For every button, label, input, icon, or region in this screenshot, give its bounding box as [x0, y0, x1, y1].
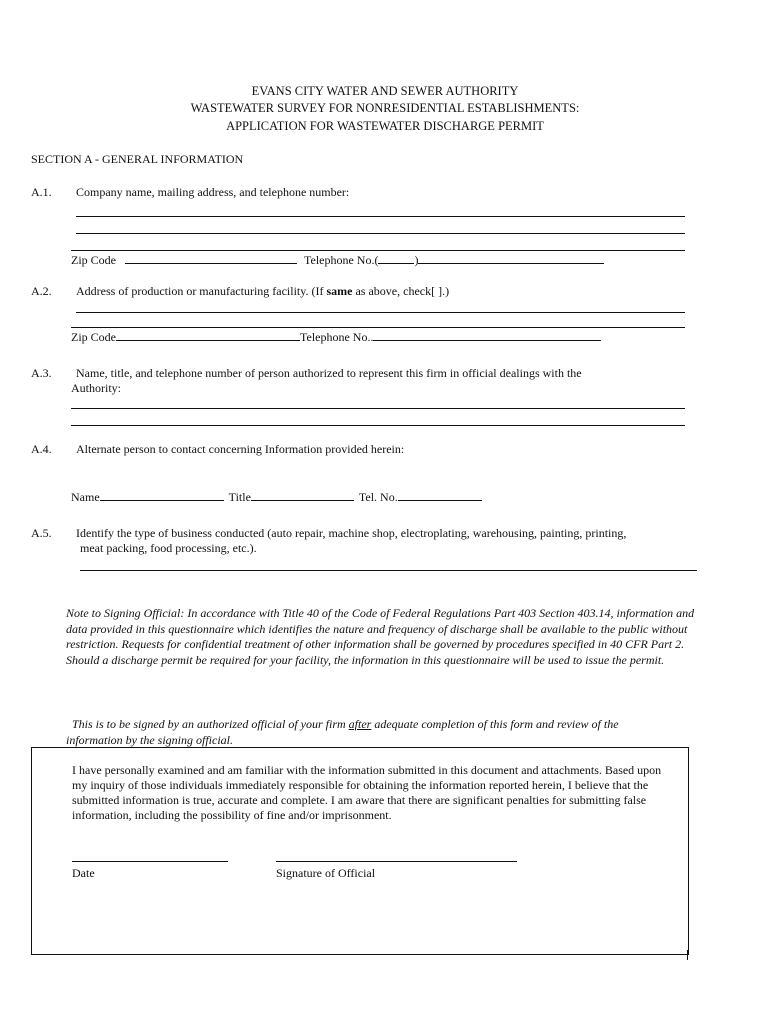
a4-name-field[interactable] — [100, 489, 224, 501]
a5-question-line-1: Identify the type of business conducted (auto repair, machine shop, electroplating, warehousing, painting, printing, — [76, 526, 627, 540]
signing-instruction-end: adequate completion of this form and review of the — [371, 717, 619, 731]
a4-number: A.4. — [31, 442, 52, 456]
date-label: Date — [72, 866, 95, 880]
a1-telephone-label: Telephone No.( — [304, 253, 379, 267]
official-signature-line[interactable] — [276, 861, 517, 862]
signing-instruction-line-1 — [72, 717, 619, 732]
a4-contact-row — [71, 489, 482, 505]
a2-answer-line-1[interactable] — [76, 312, 685, 313]
a4-title-field[interactable] — [251, 489, 354, 501]
a1-area-code-field[interactable] — [378, 252, 414, 264]
header-line-1: EVANS CITY WATER AND SEWER AUTHORITY — [251, 84, 519, 98]
a3-question-line-1: Name, title, and telephone number of person authorized to represent this firm in official dealings with the — [76, 366, 582, 380]
a2-question-bold: same — [326, 284, 353, 298]
a2-telephone-field[interactable] — [373, 329, 601, 341]
a2-question-start: Address of production or manufacturing facility. (If — [76, 284, 327, 298]
a3-answer-line-1[interactable] — [71, 408, 685, 409]
note-to-signing-official: Note to Signing Official: In accordance with Title 40 of the Code of Federal Regulations Part 403 Section 403.14, information and data provided in this questionnaire which identifies the nature and frequency of discharge shall be available to the public without restriction. Requests for confidential treatment of other information shall be governed by procedures specified in 40 CFR Part 2. Should a discharge permit be required for your facility, the information in this questionnaire will be used to issue the permit. — [66, 606, 695, 667]
a3-answer-line-2[interactable] — [71, 425, 685, 426]
header-line-3: APPLICATION FOR WASTEWATER DISCHARGE PERMIT — [226, 119, 544, 133]
a5-answer-line[interactable] — [80, 570, 697, 571]
a1-telephone-field[interactable] — [418, 252, 604, 264]
a4-tel-field[interactable] — [398, 489, 482, 501]
a1-question: Company name, mailing address, and telephone number: — [76, 185, 350, 199]
a1-number: A.1. — [31, 185, 52, 199]
a1-answer-line-1[interactable] — [76, 216, 685, 217]
a1-zip-label: Zip Code — [71, 253, 116, 267]
a5-number: A.5. — [31, 526, 52, 540]
a4-tel-label: Tel. No. — [358, 490, 398, 504]
a4-name-label: Name — [71, 490, 100, 504]
a2-answer-line-2[interactable] — [71, 327, 685, 328]
certification-statement: I have personally examined and am familiar with the information submitted in this document and attachments. Based upon my inquiry of those individuals immediately responsible for obtaining the information reported herein, I believe that the submitted information is true, accurate and complete. I am aware that there are significant penalties for submitting false information, including the possibility of fine and/or imprisonment. — [72, 763, 662, 822]
a4-question: Alternate person to contact concerning Information provided herein: — [76, 442, 405, 456]
date-signature-line[interactable] — [72, 861, 228, 862]
a2-zip-field[interactable] — [116, 329, 300, 341]
a2-zip-label: Zip Code — [71, 330, 116, 344]
a3-question-line-2: Authority: — [71, 381, 121, 395]
a1-zip-row — [71, 252, 604, 268]
a2-number: A.2. — [31, 284, 52, 298]
signing-instruction-line-2: information by the signing official. — [66, 733, 233, 747]
a2-zip-row — [71, 329, 601, 345]
a1-zip-field[interactable] — [125, 252, 297, 264]
section-a-title: SECTION A - GENERAL INFORMATION — [31, 152, 244, 166]
signing-instruction-start: This is to be signed by an authorized official of your firm — [72, 717, 349, 731]
a4-title-label: Title — [228, 490, 251, 504]
a3-number: A.3. — [31, 366, 52, 380]
a1-answer-line-3[interactable] — [71, 250, 685, 251]
a1-answer-line-2[interactable] — [76, 233, 685, 234]
a2-telephone-label: Telephone No.. — [300, 330, 374, 344]
a2-question-end: as above, check[ ].) — [352, 284, 450, 298]
a5-question-line-2: meat packing, food processing, etc.). — [80, 541, 257, 555]
header-line-2: WASTEWATER SURVEY FOR NONRESIDENTIAL ESTABLISHMENTS: — [190, 101, 580, 115]
a1-telephone-paren: ) — [414, 253, 419, 267]
signing-instruction-underlined: after — [348, 717, 372, 731]
signature-label: Signature of Official — [276, 866, 376, 880]
certification-box-edge — [687, 950, 688, 960]
a2-question — [76, 284, 449, 299]
